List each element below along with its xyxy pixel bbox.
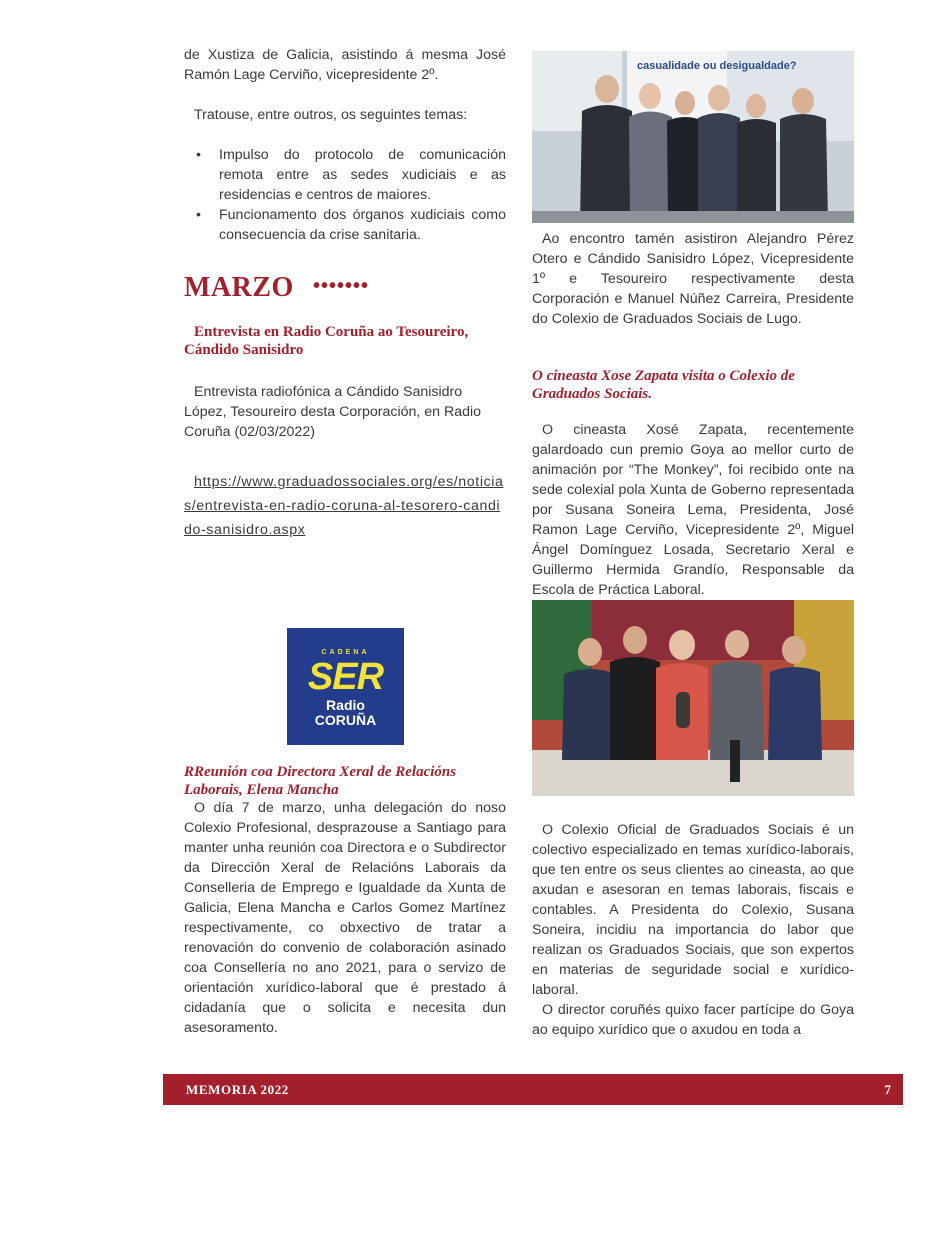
cadena-ser-logo: [287, 628, 404, 745]
colexio-text-block: [532, 820, 854, 1000]
meeting-group-photo: [532, 51, 854, 223]
zapata-heading: O cineasta Xose Zapata visita o Colexio de Graduados Sociais.: [532, 368, 795, 402]
interview-text: Entrevista radiofónica a Cándido Sanisidro López, Tesoureiro desta Corporación, en Radio Coruña (02/03/2022): [184, 384, 482, 440]
logo-coruna-text: CORUÑA: [314, 712, 377, 728]
zapata-heading-block: [532, 367, 854, 403]
logo-radio-text: Radio: [326, 697, 365, 713]
page-number: 7: [884, 1082, 891, 1097]
topic-item: • Funcionamento dos órganos xudiciais como consecuencia da crise sanitaria.: [184, 205, 506, 245]
meeting-photo-illustration: [532, 51, 854, 223]
meeting-heading-block: [184, 763, 506, 799]
interview-link[interactable]: https://www.graduadossociales.org/es/noticias/entrevista-en-radio-coruna-al-tesorero-candido-sanisidro.aspx: [184, 474, 504, 538]
page-footer: [163, 1074, 903, 1105]
director-text-block: [532, 1000, 854, 1040]
zapata-text: O cineasta Xosé Zapata, recentemente galardoado cun premio Goya ao mellor curto de animación por “The Monkey”, foi recibido onte na sede colexial pola Xunta de Goberno representada por Susana Soneira Lema, Presidenta, José Ramon Lage Cerviño, Vicepresidente 2º, Miguel Ángel Domínguez Losada, Secretario Xeral e Guillermo Hermida Grandío, Responsable da Escola de Práctica Laboral.: [532, 422, 854, 598]
month-dots: •••••••: [313, 275, 370, 297]
logo-ser-text: SER: [307, 656, 384, 698]
interview-heading-block: [184, 323, 506, 359]
logo-cadena-text: CADENA: [321, 649, 370, 656]
photo1-caption: Ao encontro tamén asistiron Alejandro Pérez Otero e Cándido Sanisidro López, Vicepresidente 1º e Tesoureiro respectivamente desta Corporación e Manuel Núñez Carreira, Presidente do Colexio de Graduados Sociais de Lugo.: [532, 231, 854, 327]
topics-list-block: [184, 145, 506, 245]
footer-title: MEMORIA 2022: [186, 1082, 289, 1097]
intro-text-block: [184, 45, 506, 85]
zapata-photo-illustration: [532, 600, 854, 796]
month-title: MARZO: [184, 272, 294, 303]
interview-heading: Entrevista en Radio Coruña ao Tesoureiro, Cándido Sanisidro: [184, 324, 469, 358]
meeting-heading: RReunión coa Directora Xeral de Relacións Laborais, Elena Mancha: [184, 764, 457, 798]
photo1-caption-block: [532, 229, 854, 329]
zapata-group-photo: [532, 600, 854, 796]
zapata-text-block: [532, 420, 854, 600]
colexio-text: O Colexio Oficial de Graduados Sociais é un colectivo especializado en temas xurídico-laborais, que ten entre os seus clientes ao cineasta, ao que axudan e asesoran en temas laborais, fiscais e contables. A Presidenta do Colexio, Susana Soneira, incidiu na importancia do labor que realizan os Graduados Sociais, que son expertos en materias de seguridade social e xurídico-laboral.: [532, 822, 854, 998]
interview-text-block: [184, 382, 506, 442]
interview-link-block: [184, 470, 506, 542]
meeting-text: O día 7 de marzo, unha delegación do noso Colexio Profesional, desprazouse a Santiago para manter unha reunión coa Directora e o Subdirector da Dirección Xeral de Relacións Laborais da Conselleria de Emprego e Igualdade da Xunta de Galicia, Elena Mancha e Carlos Gomez Martínez respectivamente, co obxectivo de tratar a renovación do convenio de colaboración asinado coa Consellería no ano 2021, para o servizo de orientación xurídico-laboral que é prestado á cidadanía que o solicita e necesita dun asesoramento.: [184, 800, 506, 1036]
topics-block: [184, 105, 506, 125]
topics-intro: Tratouse, entre outros, os seguintes temas:: [194, 107, 468, 123]
intro-text: de Xustiza de Galicia, asistindo á mesma José Ramón Lage Cerviño, vicepresidente 2º.: [184, 47, 506, 83]
topics-list: [184, 145, 506, 245]
meeting-text-block: [184, 798, 506, 1038]
banner-text: casualidade ou desigualdade?: [637, 60, 797, 72]
topic-item: • Impulso do protocolo de comunicación remota entre as sedes xudiciais e as residencias e centros de maiores.: [184, 145, 506, 205]
director-text: O director coruñés quixo facer partícipe do Goya ao equipo xurídico que o axudou en toda a: [532, 1002, 854, 1038]
